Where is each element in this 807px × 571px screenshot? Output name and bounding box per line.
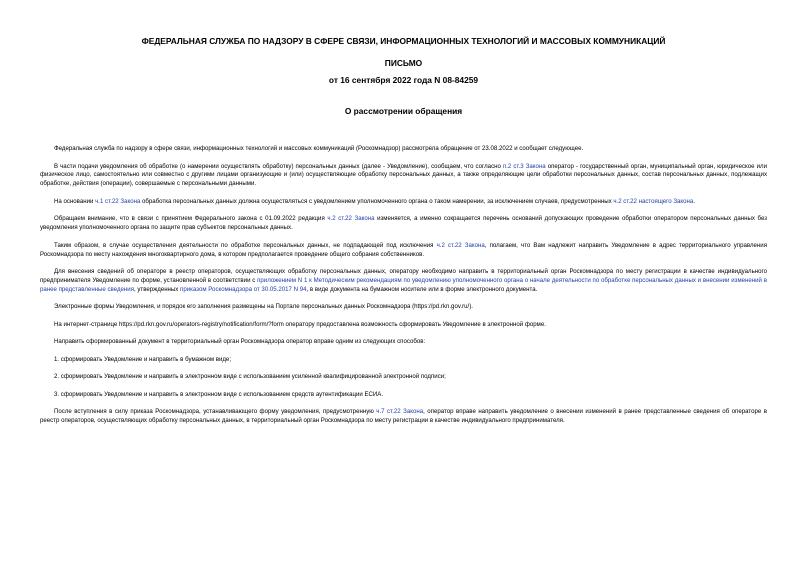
paragraph-3 — [40, 198, 767, 207]
paragraph-13-text-b: , оператор вправе направить уведомление о внесении изменений в ранее представленные сведения об операторе в реестр операторов, осуществляющих обработку персональных данных, в территориальный орган Роскомнадзора по месту регистрации в качестве индивидуального предпринимателя. — [40, 408, 767, 425]
paragraph-13-text-a: После вступления в силу приказа Роскомнадзора, устанавливающего форму уведомления, предусмотренную — [54, 408, 377, 416]
paragraph-3-text-a: На основании — [54, 197, 96, 205]
paragraph-3-text-c: . — [693, 197, 696, 205]
paragraph-7: Электронные формы Уведомления, и порядок его заполнения размещены на Портале персональных данных Роскомнадзора (https://pd.rkn.gov.ru/). — [54, 303, 473, 311]
paragraph-13 — [40, 408, 767, 426]
document-body — [40, 145, 767, 435]
agency-title: ФЕДЕРАЛЬНАЯ СЛУЖБА ПО НАДЗОРУ В СФЕРЕ СВЯЗИ, ИНФОРМАЦИОННЫХ ТЕХНОЛОГИЙ И МАССОВЫХ КОММУНИКАЦИЙ — [141, 36, 666, 46]
paragraph-4 — [40, 215, 767, 233]
link-ch7-st22[interactable]: ч.7 ст.22 Закона — [376, 408, 424, 416]
paragraph-6-text-b: , утвержденных — [134, 285, 181, 293]
paragraph-9: Направить сформированный документ в территориальный орган Роскомнадзора оператор вправе одним из следующих способов: — [54, 338, 426, 346]
paragraph-5-text-a: Таким образом, в случае осуществления деятельности по обработке персональных данных, не подпадающей под исключения — [54, 241, 437, 249]
paragraph-2-text-b: оператор - государственный орган, муниципальный орган, юридическое или физическое лицо, самостоятельно или совместно с другими лицами организующие и (или) осуществляющие обработку персональных данных, а также определяющие цели обработки персональных данных, состав персональных данных, подлежащих обработке, действия (операции), совершаемые с персональными данными. — [40, 162, 767, 188]
paragraph-1: Федеральная служба по надзору в сфере связи, информационных технологий и массовых коммуникаций (Роскомнадзор) рассмотрела обращение от 23.08.2022 и сообщает следующее. — [54, 145, 584, 152]
link-ch2-st22-this-law[interactable]: ч.2 ст.22 настоящего Закона — [613, 197, 694, 205]
paragraph-3-text-b: обработка персональных данных должна осуществляться с уведомлением уполномоченного органа о таком намерении, за исключением случаев, предусмотренных — [140, 197, 614, 205]
paragraph-5-text-b: , полагаем, что Вам надлежит направить Уведомление в адрес территориального управления Роскомнадзора по месту нахождения многоквартирного дома, в котором предполагается проведение общего собрания собственников. — [40, 241, 767, 258]
document-date-number: от 16 сентября 2022 года N 08-84259 — [328, 75, 479, 85]
document-type: ПИСЬМО — [384, 58, 423, 68]
list-item-2: 2. сформировать Уведомление и направить в электронном виде с использованием усиленной квалифицированной электронной подписи; — [54, 373, 446, 381]
paragraph-5 — [40, 242, 767, 260]
link-ch1-st22[interactable]: ч.1 ст.22 Закона — [95, 197, 141, 205]
link-ch2-st22-b[interactable]: ч.2 ст.22 Закона — [436, 241, 485, 249]
link-p2-st3[interactable]: п.2 ст.3 Закона — [502, 162, 546, 170]
paragraph-6 — [40, 268, 767, 295]
link-methodical-recommendations[interactable]: приложением N 1 к Методическим рекомендациям по уведомлению уполномоченного органа о начале деятельности по обработке персональных данных и внесении изменений в ранее представленные сведения — [40, 277, 767, 293]
list-item-1: 1. сформировать Уведомление и направить в бумажном виде; — [54, 355, 232, 363]
link-ch2-st22-a[interactable]: ч.2 ст.22 Закона — [327, 215, 375, 223]
paragraph-4-text-a: Обращаем внимание, что в связи с принятием Федерального закона с 01.09.2022 редакция — [54, 215, 328, 223]
paragraph-6-text-a: Для внесения сведений об операторе в реестр операторов, осуществляющих обработку персональных данных, оператору необходимо направить в территориальный орган Роскомнадзора по месту регистрации в качестве индивидуального предпринимателя Уведомление по форме, установленной в соответствии с — [40, 268, 767, 285]
paragraph-2 — [40, 163, 767, 190]
document-subject: О рассмотрении обращения — [344, 106, 463, 116]
paragraph-8: На интернет-странице https://pd.rkn.gov.ru/operators-registry/notification/form/?form оператору предоставлена возможность сформировать Уведомление в электронной форме. — [54, 320, 546, 328]
paragraph-4-text-b: изменяется, а именно сокращается перечень оснований допускающих проведение обработки оператором персональных данных без уведомления уполномоченного органа по защите прав субъектов персональных данных. — [40, 215, 767, 232]
paragraph-6-text-c: , в виде документа на бумажном носителе или в форме электронного документа. — [306, 285, 538, 293]
paragraph-2-text-a: В части подачи уведомления об обработке (о намерении осуществлять обработку) персональных данных (далее - Уведомление), сообщаем, что согласно — [54, 162, 503, 170]
link-order-94[interactable]: приказом Роскомнадзора от 30.05.2017 N 94 — [180, 285, 307, 293]
list-item-3: 3. сформировать Уведомление и направить в электронном виде с использованием средств аутентификации ЕСИА. — [54, 390, 384, 398]
